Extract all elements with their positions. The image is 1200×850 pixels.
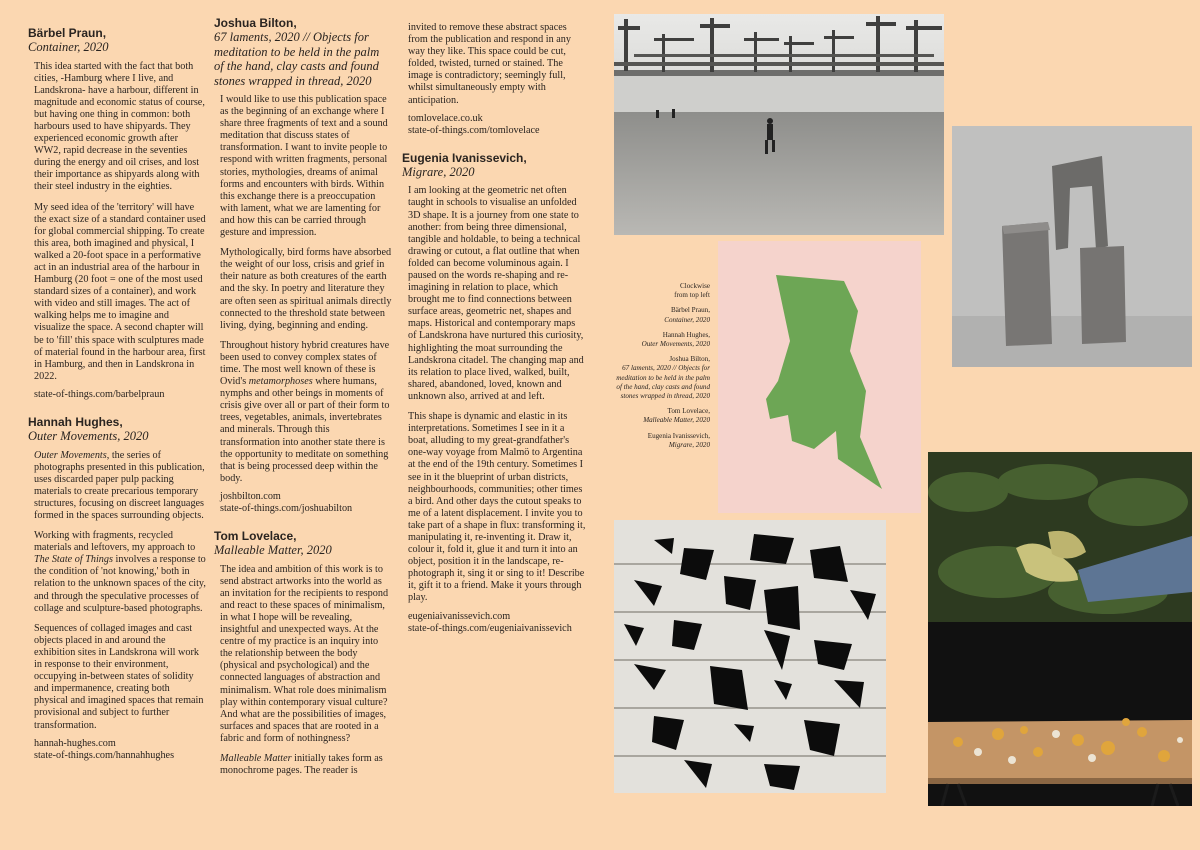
artist-name: Eugenia Ivanissevich, (402, 150, 527, 165)
website-link[interactable]: joshbilton.com (220, 490, 281, 502)
paragraph (34, 450, 206, 523)
emphasis: metamorphoses (248, 376, 313, 388)
paper-pulp-sculpture-photo (952, 126, 1192, 367)
hands-image (928, 452, 1192, 622)
website-link[interactable]: tomlovelace.co.uk (408, 112, 483, 124)
paragraph: I am looking at the geometric net often taught in schools to visualise an unfolded 3D shape. It is a journey from one state to another: from being three dimensional, tangible and holdable, to being a technical drawing or cutout, a flat outline that when folded can become voluminous again. I paused on the words re-shaping and re-imagining in relation to place, which brought me to find connections between surface areas, geometric net, shapes and maps. Historical and contemporary maps of Landskrona have nurtured this curiosity, highlighting the moat surrounding the Landskrona citadel. The changing map and its relation to place lived, walked, built, shared, abandoned, loved, known and unknown also, arrived at and left. (408, 185, 584, 402)
paragraph: My seed idea of the 'territory' will have the exact size of a standard container used for global commercial shipping. To create this area, both imagined and physical, I walked a 20-foot space in a performative act in an industrial area of the harbour in Hamburg (20 foot = one of the most used standard sizes of a container), and work with video and still images. The act of walking helps me to imagine and visualize the space. A second chapter will be to 'fill' this space with sculptures made of material found in the harbour area, first in Hamburg, and then in Landskrona in 2022. (34, 201, 206, 382)
section-barbel-praun (28, 26, 206, 401)
paragraph (34, 530, 206, 615)
caption-work: Container, 2020 (664, 315, 710, 324)
section-tom-lovelace (214, 529, 392, 777)
paragraph: I would like to use this publication space as the beginning of an exchange where I share three fragments of text and a sound meditation that discuss states of transformation. I want to invite people to respond with written fragments, personal stories, mythologies, dreams of animal forms and encounters with birds. Within this exchange there is a preoccupation with lament, what we are lamenting for and how this can be carried through gesture and impression. (220, 94, 388, 239)
caption-entry (614, 306, 710, 324)
section-body (402, 185, 586, 634)
section-hannah-hughes (28, 415, 206, 762)
work-title: 67 laments, 2020 // Objects for meditation to be held in the palm of the hand, clay casts and found stones wrapped in thread, 2020 (214, 30, 380, 88)
work-title: Malleable Matter, 2020 (214, 543, 332, 558)
caption-artist: Tom Lovelace, (667, 407, 710, 416)
stones-image (928, 622, 1192, 806)
caption-entry (614, 432, 710, 450)
column-3 (402, 22, 586, 649)
paragraph: This idea started with the fact that both cities, -Hamburg where I live, and Landskrona- have a harbour, different in magnitude and economic status of course, but having one thing in common: both harbours used to have shipyards. They experienced economic growth after WW2, rapid decrease in the seventies during the energy and oil crises, and lost their importance as shipyards along with their steel industry in the eighties. (34, 60, 205, 193)
website-link[interactable]: state-of-things.com/hannahhughes (34, 749, 175, 761)
paragraph-text: involves a response to the condition of 'not knowing,' both in relation to the unknown spaces of the city, and through the speculative processes of collage and sculpture-based photographs. (34, 554, 206, 614)
paragraph-text: Throughout history hybrid creatures have been used to convey complex states of time. The most well known of these is Ovid's (220, 339, 390, 388)
website-link[interactable]: eugeniaivanissevich.com (408, 610, 511, 622)
caption-line: from top left (674, 291, 710, 300)
website-link[interactable]: state-of-things.com/joshuabilton (220, 503, 353, 514)
work-title: Outer Movements, 2020 (28, 429, 149, 444)
paragraph-text: Working with fragments, recycled materials and leftovers, my approach to (34, 530, 196, 554)
section-joshua-bilton (214, 16, 392, 515)
paragraph-text: where humans, nymphs and other beings in moments of crisis give over all or part of their form to trees, vegetables, animals, invertebrates and minerals. Through this transformation into another state there is the opportunity to meditate on something that is being processed deep within the body. (220, 376, 390, 484)
green-cutout-photo (718, 241, 921, 513)
caption-artist: Eugenia Ivanissevich, (647, 431, 710, 440)
website-link[interactable]: state-of-things.com/eugeniaivanissevich (408, 622, 572, 634)
section-eugenia-ivanissevich (402, 151, 586, 635)
website-link[interactable]: hannah-hughes.com (34, 737, 116, 749)
black-cutouts-on-wood-photo (614, 520, 886, 793)
caption-artist: Joshua Bilton, (669, 355, 710, 364)
caption-work: Outer Movements, 2020 (641, 340, 710, 349)
work-title: Container, 2020 (28, 40, 109, 54)
paragraph: Mythologically, bird forms have absorbed the weight of our loss, crisis and grief in their nature as both creatures of the earth and the sky. In poetry and literature they are often seen as spiritual animals directly connected to the threshold state between living, dying, beginning and ending. (220, 247, 392, 331)
artist-name: Tom Lovelace, (214, 529, 297, 544)
section-tom-lovelace-continued (402, 22, 586, 137)
harbour-beach-photo (614, 14, 944, 235)
section-body (402, 22, 586, 137)
caption-entry (614, 355, 710, 401)
website-link[interactable]: state-of-things.com/barbelpraun (34, 388, 165, 400)
harbour-beach-image (614, 14, 944, 235)
work-title: Migrare, 2020 (402, 164, 475, 179)
caption-work: Migrare, 2020 (668, 440, 710, 449)
paragraph-text: invited to remove these abstract spaces from the publication and respond in any way they like. This space could be cut, folded, twisted, turned or stained. The image is contradictory; seemingly full, whilst simultaneously empty with anticipation. (408, 22, 571, 106)
artist-name: Joshua Bilton, (214, 16, 297, 30)
caption-work: 67 laments, 2020 // Objects for meditation to be held in the palm of the hand, clay casts and found stones wrapped in thread, 2020 (616, 364, 710, 401)
caption-entry (614, 407, 710, 425)
section-body (214, 94, 392, 515)
caption-artist: Hannah Hughes, (662, 330, 710, 339)
paragraph: This shape is dynamic and elastic in its interpretations. Sometimes I see in it a boat, alluding to my great-grandfather's one-way voyage from Malmö to Argentina at the end of the 19th century. Sometimes I see in it the blueprint of urban districts, neighbourhoods, communities; other times a bird. And other days the cutout speaks to me of a latent displacement. I invite you to take part of a shape in flux: transforming it, manipulating it, re-inventing it. Draw it, colour it, fold it, glue it and turn it into an object, position it in the landscape, re-photograph it, sing it or sing to it! Describe it, gift it to a friend. Make it yours through play. (408, 411, 586, 604)
column-1 (28, 26, 206, 776)
hands-in-ferns-photo (928, 452, 1192, 622)
artist-name: Hannah Hughes, (28, 415, 123, 430)
website-link[interactable]: state-of-things.com/tomlovelace (408, 124, 540, 136)
caption-entry (614, 331, 710, 349)
image-caption (614, 282, 710, 456)
paragraph: The idea and ambition of this work is to send abstract artworks into the world as an invitation for the recipients to respond and react to these spaces of minimalism, in what I hope will be revealing, insightful and unexpected ways. At the centre of my practice is an inquiry into the relationship between the body (physical and psychological) and the connected languages of abstraction and minimalism. What role does minimalism play within contemporary visual culture? And what are the possibilities of images, surfaces and spaces that are rooted in a fabric and form of nothingness? (220, 563, 389, 744)
paragraph (220, 753, 392, 777)
caption-work: Malleable Matter, 2020 (643, 416, 710, 425)
paragraph: Sequences of collaged images and cast objects placed in and around the exhibition sites in Landskrona will work in response to their environment, occupying in-between states of solidity and impermanence, creating both physical and imagined spaces that remain provisional and subject to further transformation. (34, 622, 204, 731)
column-2 (214, 16, 392, 791)
paragraph (220, 340, 392, 485)
artist-name: Bärbel Praun, (28, 26, 107, 40)
caption-intro (614, 282, 710, 300)
paragraph-text: initially takes form as monochrome pages. The reader is (220, 753, 383, 777)
section-body (28, 61, 206, 402)
caption-artist: Bärbel Praun, (670, 306, 710, 315)
caption-line: Clockwise (680, 282, 710, 290)
black-cutouts-image (614, 520, 886, 793)
emphasis: The State of Things (34, 554, 113, 566)
paragraph (408, 22, 586, 107)
emphasis: Outer Movements (34, 449, 107, 461)
section-body (28, 450, 206, 762)
green-cutout-image (718, 241, 921, 513)
section-body (214, 564, 392, 778)
sculpture-image (952, 126, 1192, 367)
stones-on-table-photo (928, 622, 1192, 806)
paragraph-text: , the series of photographs presented in this publication, uses discarded paper pulp packing materials to create precarious temporary structures, focusing on discreet languages formed in the spaces surrounding objects. (34, 449, 205, 521)
emphasis: Malleable Matter (220, 753, 292, 764)
